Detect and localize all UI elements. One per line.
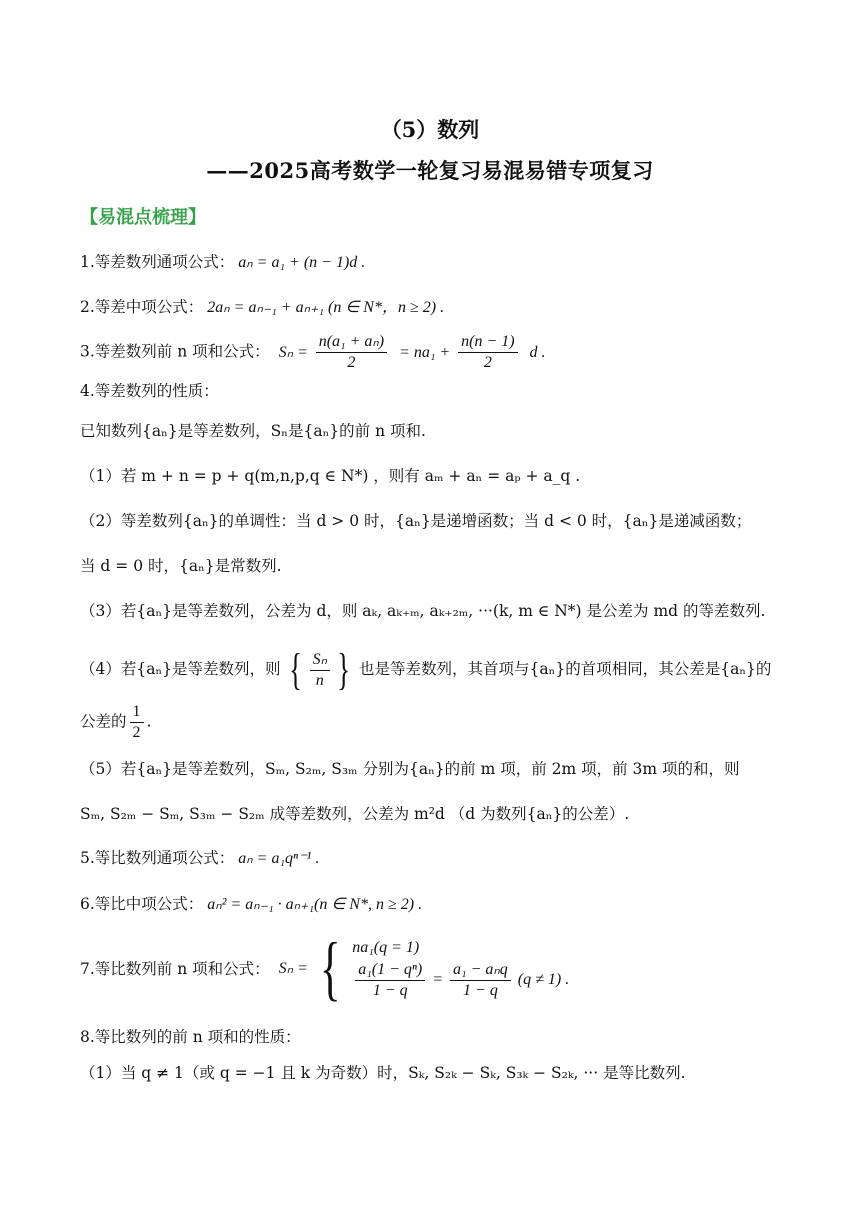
item-3-mid: = na₁ + xyxy=(399,343,451,361)
fraction-numerator: a₁ − aₙq xyxy=(450,960,511,981)
case-2-equals: = xyxy=(432,970,444,988)
item-14 xyxy=(80,847,319,870)
fraction-numerator: 1 xyxy=(130,702,144,723)
item-16-text: 7.等比数列前 n 项和公式： xyxy=(80,960,270,978)
item-7: （2）等差数列{aₙ}的单调性：当 d > 0 时，{aₙ}是递增函数；当 d < 0 时，{aₙ}是递减函数； xyxy=(80,512,752,530)
left-brace-icon: { xyxy=(289,645,303,694)
item-6: （1）若 m + n = p + q(m,n,p,q ∈ N*) ，则有 aₘ + aₙ = aₚ + a_q . xyxy=(80,467,581,485)
item-11-text: 公差的 xyxy=(80,712,127,731)
item-15-formula: aₙ² = aₙ₋₁ · aₙ₊₁(n ∈ N*, n ≥ 2) . xyxy=(207,896,423,913)
item-3 xyxy=(80,332,546,373)
item-16-lhs: Sₙ = xyxy=(278,960,308,977)
item-15-text: 6.等比中项公式： xyxy=(80,895,204,913)
item-3-text: 3.等差数列前 n 项和公式： xyxy=(80,342,270,361)
case-2-fraction-1 xyxy=(355,960,425,1001)
item-10-fraction xyxy=(310,650,330,691)
case-2-tail: (q ≠ 1) . xyxy=(517,970,570,988)
right-brace-icon: } xyxy=(337,645,350,694)
case-2-fraction-2 xyxy=(450,960,511,1001)
item-10-text-a: （4）若{aₙ}是等差数列，则 xyxy=(80,660,281,678)
item-16 xyxy=(80,928,570,1008)
fraction-numerator: Sₙ xyxy=(310,650,330,671)
item-14-formula: aₙ = a₁qⁿ⁻¹ . xyxy=(238,850,320,867)
fraction-denominator: 2 xyxy=(347,354,356,371)
document-subtitle: ——2025高考数学一轮复习易混易错专项复习 xyxy=(206,158,654,183)
item-2-formula: 2aₙ = aₙ₋₁ + aₙ₊₁ (n ∈ N*，n ≥ 2) . xyxy=(207,299,445,316)
fraction-denominator: 1 − q xyxy=(463,981,498,999)
item-4: 4.等差数列的性质： xyxy=(80,382,219,400)
case-2 xyxy=(352,960,569,1001)
fraction-numerator: n(a₁ + aₙ) xyxy=(316,332,387,353)
item-2-text: 2.等差中项公式： xyxy=(80,298,204,316)
item-3-fraction-1 xyxy=(316,332,387,373)
item-5: 已知数列{aₙ}是等差数列，Sₙ是{aₙ}的前 n 项和. xyxy=(80,422,426,440)
fraction-numerator: n(n − 1) xyxy=(458,332,517,353)
item-1-text: 1.等差数列通项公式： xyxy=(80,253,235,271)
document-title: （5）数列 xyxy=(380,117,480,142)
item-1 xyxy=(80,251,365,274)
item-3-lhs: Sₙ = xyxy=(278,343,308,361)
section-heading: 【易混点梳理】 xyxy=(80,207,206,228)
item-3-tail: d . xyxy=(529,343,546,361)
item-10 xyxy=(80,645,772,694)
item-2 xyxy=(80,296,444,319)
fraction-numerator: a₁(1 − qⁿ) xyxy=(355,960,425,981)
fraction-denominator: 1 − q xyxy=(372,981,408,999)
case-1: na₁(q = 1) xyxy=(352,938,420,956)
item-11-fraction xyxy=(130,702,144,743)
item-17: 8.等比数列的前 n 项和的性质： xyxy=(80,1028,301,1046)
item-16-cases xyxy=(352,936,569,1001)
item-14-text: 5.等比数列通项公式： xyxy=(80,849,235,867)
item-9: （3）若{aₙ}是等差数列，公差为 d，则 aₖ, aₖ₊ₘ, aₖ₊₂ₘ, ···(k, m ∈ N*) 是公差为 md 的等差数列. xyxy=(80,602,766,620)
item-15 xyxy=(80,893,422,916)
item-13: Sₘ, S₂ₘ − Sₘ, S₃ₘ − S₂ₘ 成等差数列，公差为 m²d （d 为数列{aₙ}的公差）. xyxy=(80,805,630,823)
item-11 xyxy=(80,702,151,743)
item-1-formula: aₙ = a₁ + (n − 1)d . xyxy=(238,254,366,271)
item-11-tail: . xyxy=(146,712,152,731)
item-12: （5）若{aₙ}是等差数列，Sₘ, S₂ₘ, S₃ₘ 分别为{aₙ}的前 m 项，前 2m 项，前 3m 项的和，则 xyxy=(80,760,740,778)
fraction-denominator: 2 xyxy=(483,354,492,371)
item-18: （1）当 q ≠ 1（或 q = −1 且 k 为奇数）时，Sₖ, S₂ₖ − Sₖ, S₃ₖ − S₂ₖ, ··· 是等比数列. xyxy=(80,1064,686,1082)
item-8: 当 d = 0 时，{aₙ}是常数列. xyxy=(80,557,282,575)
item-10-text-b: 也是等差数列，其首项与{aₙ}的首项相同，其公差是{aₙ}的 xyxy=(359,660,772,678)
item-3-fraction-2 xyxy=(458,332,517,373)
fraction-denominator: n xyxy=(315,671,324,689)
cases-brace-icon: { xyxy=(319,928,341,1008)
fraction-denominator: 2 xyxy=(132,724,141,741)
